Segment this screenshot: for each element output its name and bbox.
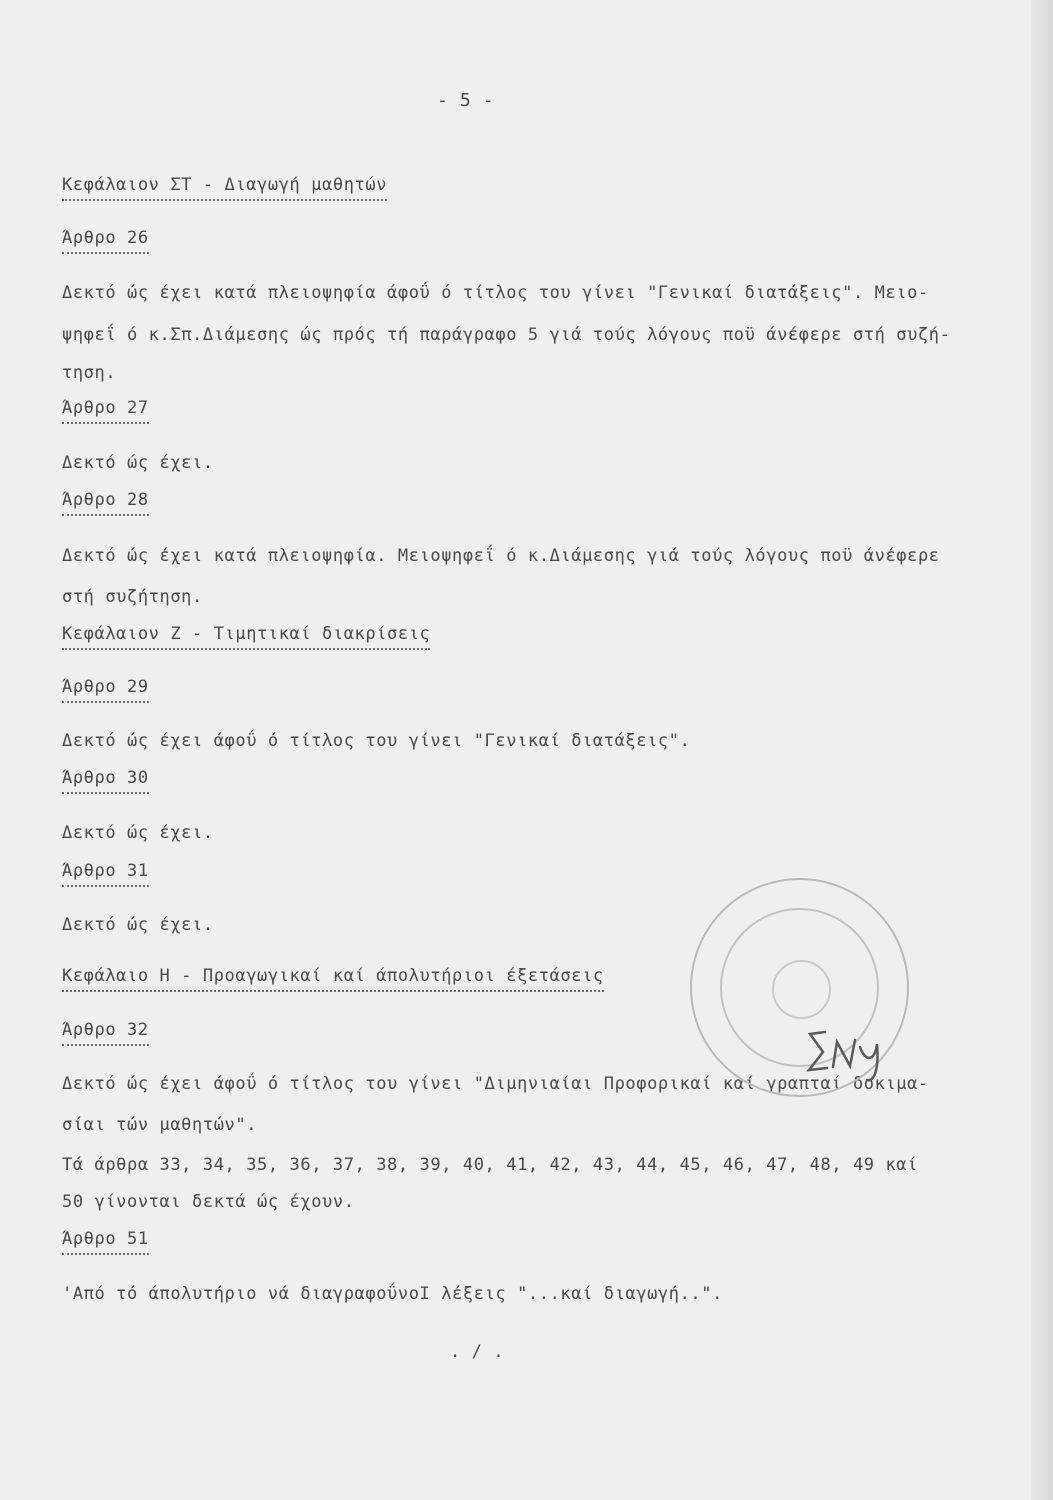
paragraph-26-line1: Δεκτό ώς έχει κατά πλειοψηφία άφοΰ ό τίτλος του γίνει "Γενικαί διατάξεις". Μειο- [62,283,929,303]
page-edge [1031,0,1053,1500]
article-heading-30: Άρθρο 30 [62,768,149,794]
paragraph-27: Δεκτό ώς έχει. [62,453,214,473]
paragraph-51: 'Από τό άπολυτήριο νά διαγραφοΰνοΙ λέξεις "...καί διαγωγή..". [62,1284,723,1304]
article-heading-29: Άρθρο 29 [62,677,149,703]
page-number: - 5 - [437,90,495,111]
paragraph-30: Δεκτό ώς έχει. [62,823,214,843]
chapter-heading-z: Κεφάλαιον Ζ - Τιμητικαί διακρίσεις [62,624,430,650]
article-heading-27: Άρθρο 27 [62,398,149,424]
paragraph-33-49-line2: 50 γίνονται δεκτά ώς έχουν. [62,1192,355,1212]
article-heading-51: Άρθρο 51 [62,1229,149,1255]
paragraph-31: Δεκτό ώς έχει. [62,915,214,935]
paragraph-32-line2: σίαι τών μαθητών". [62,1115,258,1135]
paragraph-28-line2: στή συζήτηση. [62,587,203,607]
chapter-heading-st: Κεφάλαιον ΣΤ - Διαγωγή μαθητών [62,175,387,201]
paragraph-33-49-line1: Τά άρθρα 33, 34, 35, 36, 37, 38, 39, 40, 41, 42, 43, 44, 45, 46, 47, 48, 49 καί [62,1155,918,1175]
paragraph-26-line3: τηση. [62,363,117,383]
paragraph-28-line1: Δεκτό ώς έχει κατά πλειοψηφία. Μειοψηφεΐ ό κ.Διάμεσης γιά τούς λόγους ποϋ άνέφερε [62,546,940,566]
continuation-mark: . / . [450,1342,505,1362]
coat-of-arms-emblem [772,960,831,1019]
signature-initials [805,1022,900,1087]
chapter-heading-h: Κεφάλαιο Η - Προαγωγικαί καί άπολυτήριοι έξετάσεις [62,966,604,992]
paragraph-26-line2: ψηφεΐ ό κ.Σπ.Διάμεσης ώς πρός τή παράγραφο 5 γιά τούς λόγους ποϋ άνέφερε στή συζή- [62,325,951,345]
paragraph-32-line1: Δεκτό ώς έχει άφοΰ ό τίτλος του γίνει "Διμηνιαίαι Προφορικαί καί γραπταί δοκιμα- [62,1074,929,1094]
article-heading-31: Άρθρο 31 [62,861,149,887]
article-heading-32: Άρθρο 32 [62,1020,149,1046]
paragraph-29: Δεκτό ώς έχει άφοΰ ό τίτλος του γίνει "Γενικαί διατάξεις". [62,731,691,751]
article-heading-26: Άρθρο 26 [62,228,149,254]
article-heading-28: Άρθρο 28 [62,490,149,516]
